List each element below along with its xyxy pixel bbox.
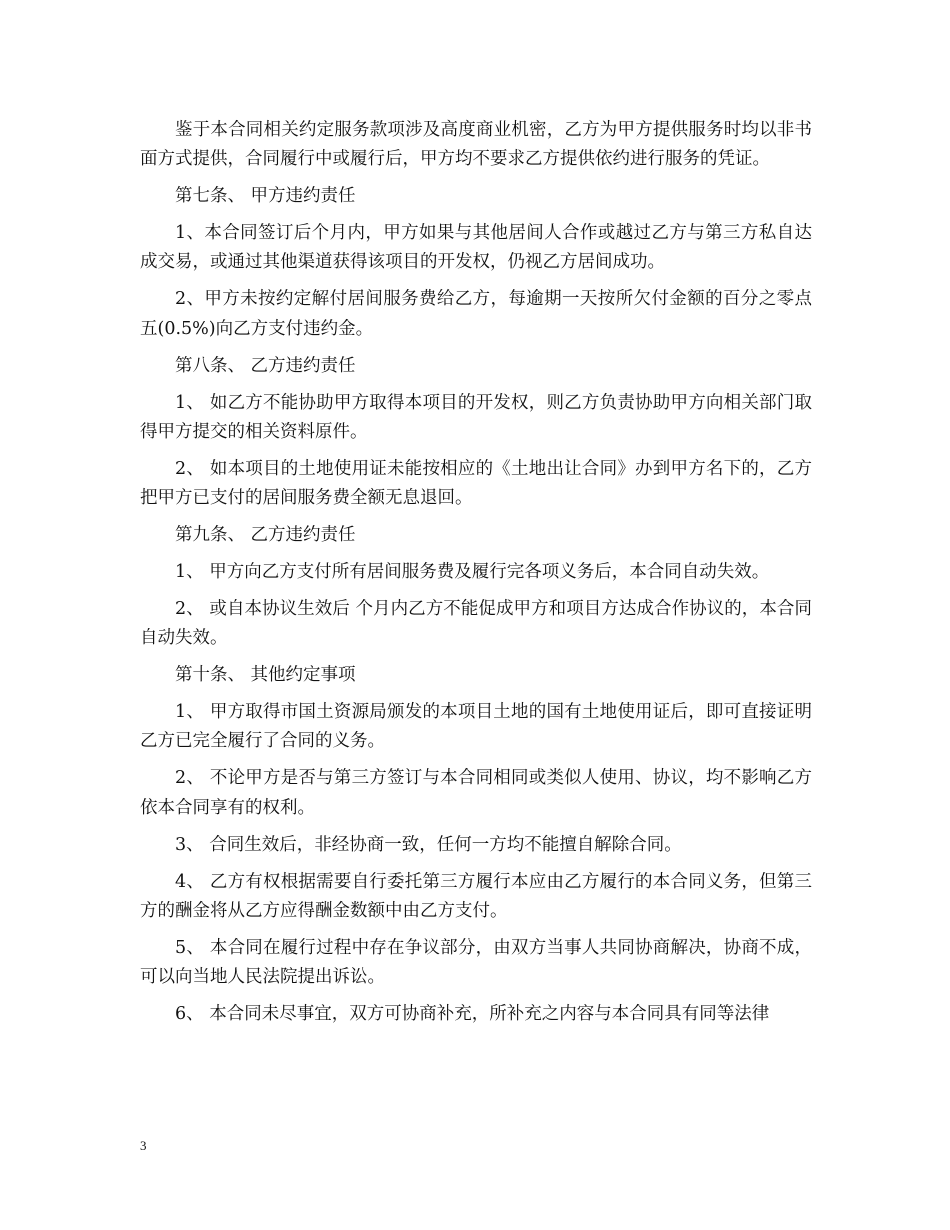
article-10-heading: 第十条、 其他约定事项 bbox=[175, 665, 356, 686]
article-10-clause-4: 4、 乙方有权根据需要自行委托第三方履行本应由乙方履行的本合同义务，但第三方的酬金将从乙方应得酬金数额中由乙方支付。 bbox=[140, 871, 812, 921]
article-10-clause-3: 3、 合同生效后，非经协商一致，任何一方均不能擅自解除合同。 bbox=[175, 834, 682, 855]
document-body bbox=[140, 116, 812, 1037]
article-7-clause-1: 1、本合同签订后个月内，甲方如果与其他居间人合作或越过乙方与第三方私自达成交易，或通过其他渠道获得该项目的开发权，仍视乙方居间成功。 bbox=[140, 223, 812, 273]
article-9-clause-2: 2、 或自本协议生效后 个月内乙方不能促成甲方和项目方达成合作协议的，本合同自动失效。 bbox=[140, 599, 812, 649]
article-8-clause-2: 2、 如本项目的土地使用证未能按相应的《土地出让合同》办到甲方名下的，乙方把甲方已支付的居间服务费全额无息退回。 bbox=[140, 458, 812, 509]
paragraph-confidentiality: 鉴于本合同相关约定服务款项涉及高度商业机密，乙方为甲方提供服务时均以非书面方式提供，合同履行中或履行后，甲方均不要求乙方提供依约进行服务的凭证。 bbox=[140, 120, 812, 170]
article-10-clause-6: 6、 本合同未尽事宜，双方可协商补充，所补充之内容与本合同具有同等法律 bbox=[175, 1004, 770, 1025]
article-7-clause-2: 2、甲方未按约定解付居间服务费给乙方，每逾期一天按所欠付金额的百分之零点五(0.5%)向乙方支付违约金。 bbox=[140, 289, 812, 339]
page-number: 3 bbox=[140, 1138, 147, 1153]
article-9-heading: 第九条、 乙方违约责任 bbox=[175, 525, 356, 546]
article-10-clause-1: 1、 甲方取得市国土资源局颁发的本项目土地的国有土地使用证后，即可直接证明乙方已完全履行了合同的义务。 bbox=[140, 702, 812, 752]
article-10-clause-2: 2、 不论甲方是否与第三方签订与本合同相同或类似人使用、协议，均不影响乙方依本合同享有的权利。 bbox=[140, 768, 812, 818]
article-7-heading: 第七条、 甲方违约责任 bbox=[175, 186, 356, 207]
article-8-clause-1: 1、 如乙方不能协助甲方取得本项目的开发权，则乙方负责协助甲方向相关部门取得甲方提交的相关资料原件。 bbox=[140, 392, 812, 442]
article-8-heading: 第八条、 乙方违约责任 bbox=[175, 355, 356, 376]
article-10-clause-5: 5、 本合同在履行过程中存在争议部分，由双方当事人共同协商解决，协商不成，可以向当地人民法院提出诉讼。 bbox=[140, 937, 812, 988]
article-9-clause-1: 1、 甲方向乙方支付所有居间服务费及履行完各项义务后，本合同自动失效。 bbox=[175, 562, 770, 583]
